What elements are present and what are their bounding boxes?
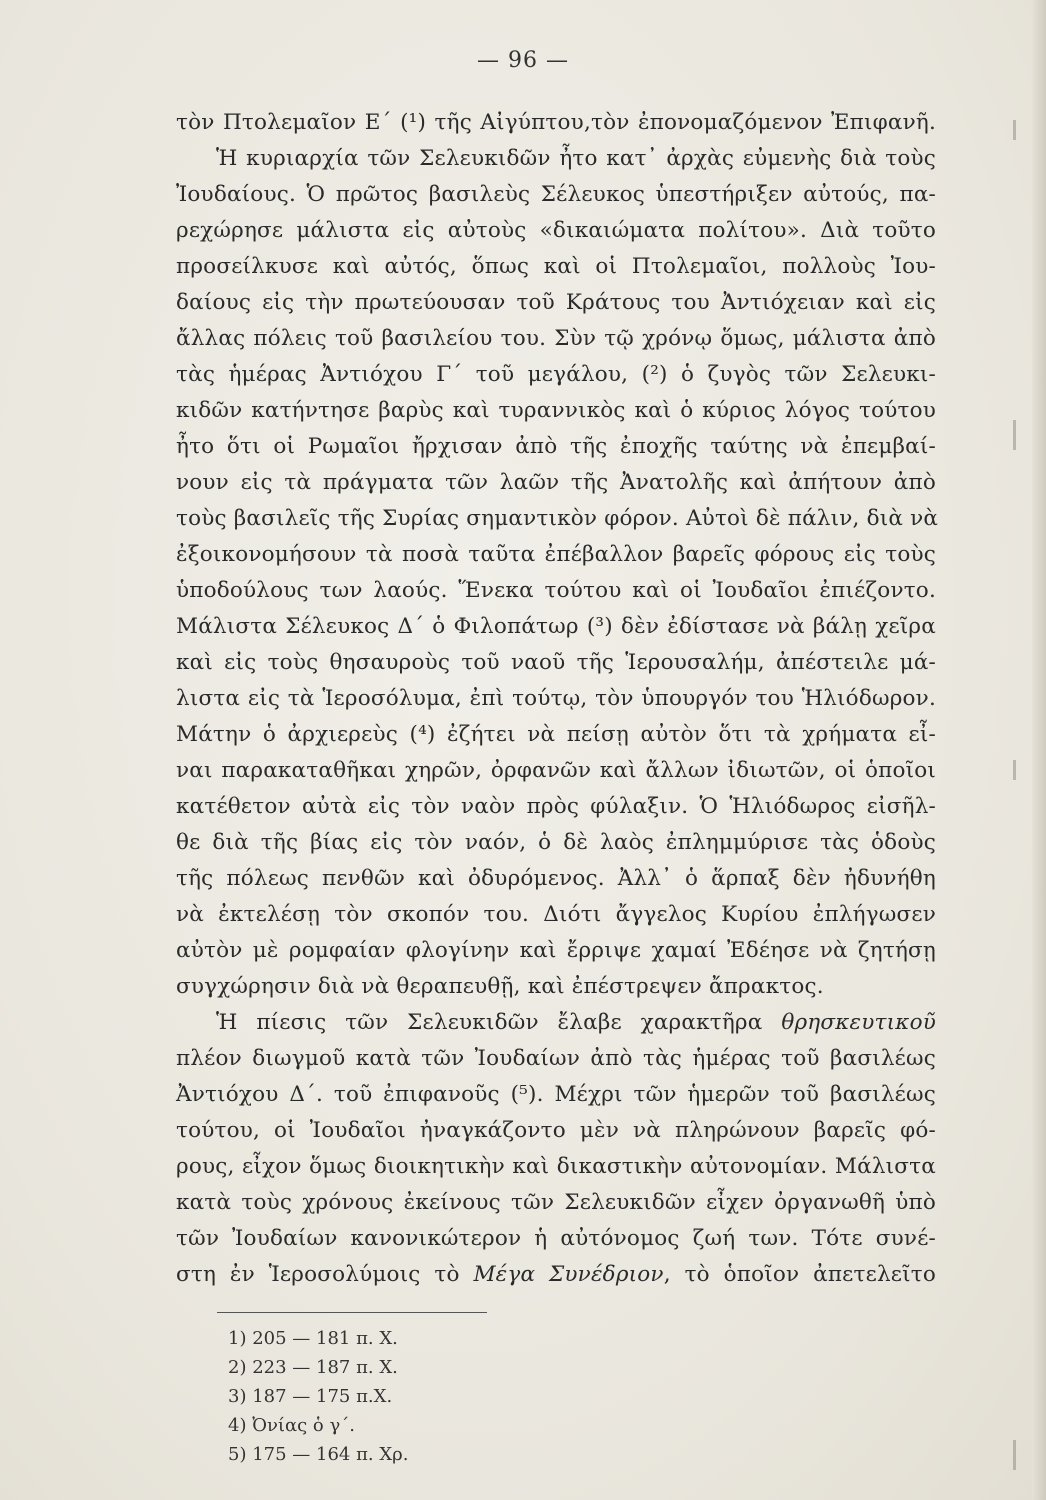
text-line: Ἰουδαίους. Ὁ πρῶτος βασιλεὺς Σέλευκος ὑπεστήριξεν αὐτούς, πα-	[176, 182, 936, 207]
edge-mark	[1013, 420, 1016, 450]
footnote: 4) Ὀνίας ὁ γ΄.	[228, 1415, 355, 1436]
emphasis-text: Μέγα Συνέδριον	[473, 1262, 664, 1287]
emphasis-text: θρησκευτικοῦ	[781, 1010, 936, 1035]
text-line: προσείλκυσε καὶ αὐτός, ὅπως καὶ οἱ Πτολεμαῖοι, πολλοὺς Ἰου-	[176, 254, 936, 279]
page-number: — 96 —	[477, 48, 569, 73]
text-line: κατὰ τοὺς χρόνους ἐκείνους τῶν Σελευκιδῶν εἶχεν ὀργανωθῆ ὑπὸ	[176, 1190, 936, 1215]
text-line: ἐξοικονομήσουν τὰ ποσὰ ταῦτα ἐπέβαλλον βαρεῖς φόρους εἰς τοὺς	[176, 542, 936, 567]
text-run: στη ἐν Ἱεροσολύμοις τὸ	[176, 1262, 474, 1287]
paragraph-start: Ἡ κυριαρχία τῶν Σελευκιδῶν ἦτο κατ᾿ ἀρχὰς εὐμενὴς διὰ τοὺς	[216, 146, 936, 171]
paragraph-end: συγχώρησιν διὰ νὰ θεραπευθῇ, καὶ ἐπέστρεψεν ἄπρακτος.	[176, 974, 824, 999]
text-line: κιδῶν κατήντησε βαρὺς καὶ τυραννικὸς καὶ ὁ κύριος λόγος τούτου	[176, 398, 936, 423]
text-line: λιστα εἰς τὰ Ἱεροσόλυμα, ἐπὶ τούτῳ, τὸν ὑπουργόν του Ἡλιόδωρον.	[176, 686, 936, 711]
edge-mark	[1013, 760, 1016, 780]
text-line: πλέον διωγμοῦ κατὰ τῶν Ἰουδαίων ἀπὸ τὰς ἡμέρας τοῦ βασιλέως	[176, 1046, 936, 1071]
text-line: ρους, εἶχον ὅμως διοικητικὴν καὶ δικαστικὴν αὐτονομίαν. Μάλιστα	[176, 1154, 936, 1179]
text-line: δαίους εἰς τὴν πρωτεύουσαν τοῦ Κράτους του Ἀντιόχειαν καὶ εἰς	[176, 290, 936, 315]
text-line: νουν εἰς τὰ πράγματα τῶν λαῶν τῆς Ἀνατολῆς καὶ ἀπήτουν ἀπὸ	[176, 470, 936, 495]
footnote: 1) 205 — 181 π. Χ.	[228, 1328, 398, 1349]
page-edge	[1032, 0, 1046, 1500]
text-line: κατέθετον αὐτὰ εἰς τὸν ναὸν πρὸς φύλαξιν. Ὁ Ἡλιόδωρος εἰσῆλ-	[176, 794, 936, 819]
text-line: ναι παρακαταθῆκαι χηρῶν, ὀρφανῶν καὶ ἄλλων ἰδιωτῶν, οἱ ὁποῖοι	[176, 758, 936, 783]
text-line: τῆς πόλεως πενθῶν καὶ ὀδυρόμενος. Ἀλλ᾿ ὁ ἅρπαξ δὲν ἠδυνήθη	[176, 866, 936, 891]
text-line: τῶν Ἰουδαίων κανονικώτερον ἡ αὐτόνομος ζωή των. Τότε συνέ-	[176, 1226, 936, 1251]
edge-mark	[1013, 1440, 1016, 1470]
text-line: καὶ εἰς τοὺς θησαυροὺς τοῦ ναοῦ τῆς Ἱερουσαλήμ, ἀπέστειλε μά-	[176, 650, 936, 675]
text-line: τούτου, οἱ Ἰουδαῖοι ἠναγκάζοντο μὲν νὰ πληρώνουν βαρεῖς φό-	[176, 1118, 936, 1143]
text-line: τὸν Πτολεμαῖον Ε΄ (¹) τῆς Αἰγύπτου,τὸν ἐπονομαζόμενον Ἐπιφανῆ.	[176, 110, 936, 135]
text-line: ρεχώρησε μάλιστα εἰς αὐτοὺς «δικαιώματα πολίτου». Διὰ τοῦτο	[176, 218, 936, 243]
text-line: τοὺς βασιλεῖς τῆς Συρίας σημαντικὸν φόρον. Αὐτοὶ δὲ πάλιν, διὰ νὰ	[176, 506, 939, 531]
footnote-rule	[217, 1312, 487, 1313]
text-line: Ἀντιόχου Δ΄. τοῦ ἐπιφανοῦς (⁵). Μέχρι τῶν ἡμερῶν τοῦ βασιλέως	[176, 1082, 936, 1107]
text-run: Ἡ πίεσις τῶν Σελευκιδῶν ἔλαβε χαρακτῆρα	[216, 1010, 782, 1035]
text-line: θε διὰ τῆς βίας εἰς τὸν ναόν, ὁ δὲ λαὸς ἐπλημμύρισε τὰς ὁδοὺς	[176, 830, 936, 855]
footnote: 3) 187 — 175 π.Χ.	[228, 1386, 393, 1407]
text-line	[176, 1260, 936, 1290]
text-line: αὐτὸν μὲ ρομφαίαν φλογίνην καὶ ἔρριψε χαμαί Ἐδέησε νὰ ζητήσῃ	[176, 938, 936, 963]
text-line: τὰς ἡμέρας Ἀντιόχου Γ΄ τοῦ μεγάλου, (²) ὁ ζυγὸς τῶν Σελευκι-	[176, 362, 936, 387]
footnote: 5) 175 — 164 π. Χρ.	[228, 1444, 409, 1465]
text-line: ὑποδούλους των λαούς. Ἕνεκα τούτου καὶ οἱ Ἰουδαῖοι ἐπιέζοντο.	[176, 578, 936, 603]
text-line: ἄλλας πόλεις τοῦ βασιλείου του. Σὺν τῷ χρόνῳ ὅμως, μάλιστα ἀπὸ	[176, 326, 936, 351]
footnote: 2) 223 — 187 π. Χ.	[228, 1357, 398, 1378]
paragraph-start	[216, 1008, 936, 1038]
text-run: , τὸ ὁποῖον ἀπετελεῖτο	[663, 1262, 936, 1287]
text-line: Μάλιστα Σέλευκος Δ΄ ὁ Φιλοπάτωρ (³) δὲν ἐδίστασε νὰ βάλῃ χεῖρα	[176, 614, 936, 639]
text-line: ἦτο ὅτι οἱ Ρωμαῖοι ἤρχισαν ἀπὸ τῆς ἐποχῆς ταύτης νὰ ἐπεμβαί-	[176, 434, 936, 459]
text-line: νὰ ἐκτελέσῃ τὸν σκοπόν του. Διότι ἄγγελος Κυρίου ἐπλήγωσεν	[176, 902, 936, 927]
edge-mark	[1013, 120, 1016, 140]
text-line: Μάτην ὁ ἀρχιερεὺς (⁴) ἐζήτει νὰ πείσῃ αὐτὸν ὅτι τὰ χρήματα εἶ-	[176, 722, 936, 747]
